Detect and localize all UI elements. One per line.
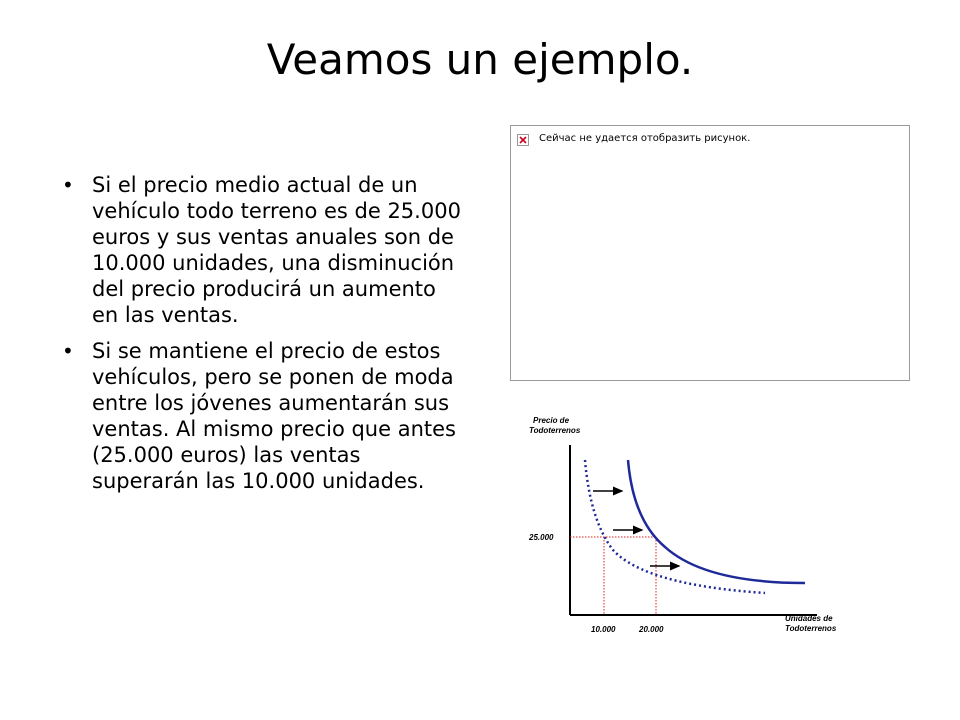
y-axis-label: Precio de xyxy=(533,416,570,425)
demand-shift-diagram xyxy=(525,405,870,650)
bullet-list xyxy=(62,172,462,504)
bullet-text: Si se mantiene el precio de estos vehículos, pero se ponen de moda entre los jóvenes aumentarán sus ventas. Al mismo precio que antes (25.000 euros) las ventas superarán las 10.000 unidades. xyxy=(92,339,456,493)
bullet-dot-icon: • xyxy=(62,339,74,363)
bullet-item xyxy=(62,338,462,494)
x-axis-label: Todoterrenos xyxy=(785,624,837,633)
bullet-dot-icon: • xyxy=(62,173,74,197)
placeholder-message: Сейчас не удается отобразить рисунок. xyxy=(539,133,751,144)
original-demand-curve xyxy=(585,460,765,593)
slide-title: Veamos un ejemplo. xyxy=(266,35,694,84)
quantity-tick-label: 10.000 xyxy=(591,625,616,634)
quantity-tick-label: 20.000 xyxy=(639,625,664,634)
price-tick-label: 25.000 xyxy=(529,533,554,542)
shifted-demand-curve xyxy=(628,460,805,583)
y-axis-label: Todoterrenos xyxy=(529,426,581,435)
broken-image-icon xyxy=(517,134,529,146)
image-placeholder xyxy=(510,125,910,381)
bullet-text: Si el precio medio actual de un vehículo todo terreno es de 25.000 euros y sus ventas anuales son de 10.000 unidades, una disminución del precio producirá un aumento en las ventas. xyxy=(92,173,461,327)
bullet-item xyxy=(62,172,462,328)
x-axis-label: Unidades de xyxy=(785,614,833,623)
